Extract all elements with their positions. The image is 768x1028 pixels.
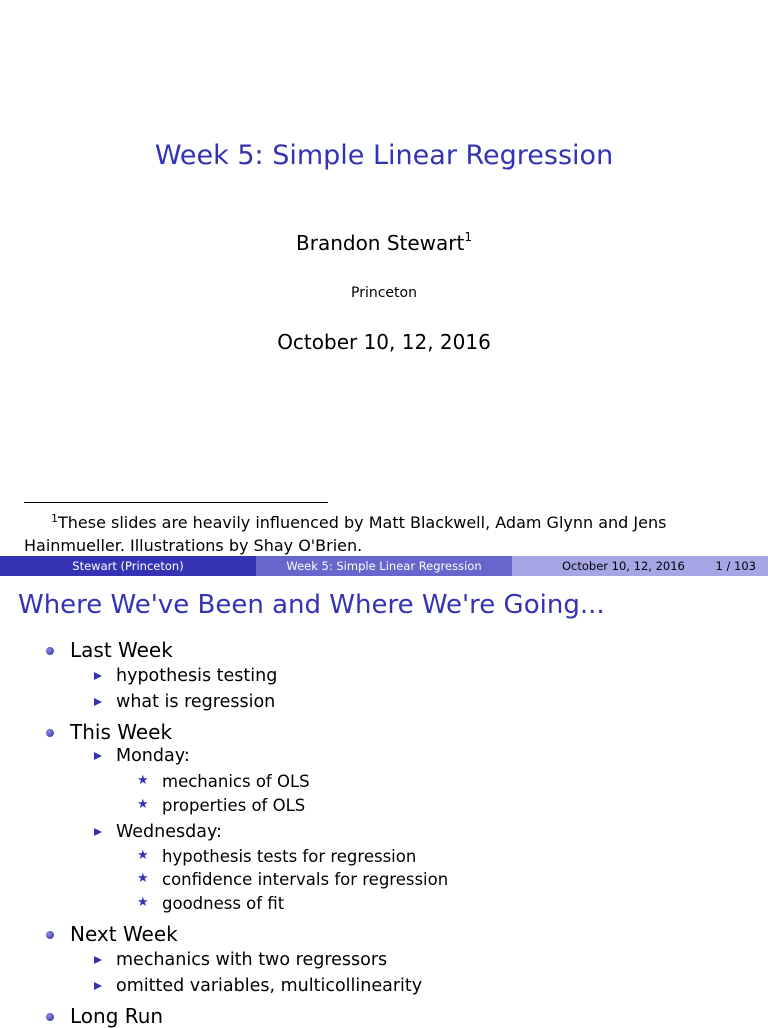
outline-item-level-1: Last Week	[70, 638, 173, 662]
outline-item-level-3: goodness of fit	[162, 894, 285, 913]
ball-bullet-icon	[46, 647, 54, 655]
outline-item-level-2: Monday:	[116, 746, 190, 766]
footnote	[24, 507, 744, 557]
footer-title: Week 5: Simple Linear Regression	[256, 556, 512, 576]
footnote-mark: 1	[51, 512, 58, 525]
outline-item-level-2: hypothesis testing	[116, 666, 278, 686]
outline-slide	[0, 576, 768, 1028]
triangle-bullet-icon	[94, 752, 102, 760]
outline-item-level-2: Wednesday:	[116, 822, 222, 842]
ball-bullet-icon	[46, 729, 54, 737]
institution: Princeton	[351, 285, 417, 301]
star-bullet-icon: ★	[137, 773, 149, 788]
footer-page-number: 1 / 103	[715, 559, 756, 573]
triangle-bullet-icon	[94, 982, 102, 990]
author-text: Brandon Stewart	[296, 231, 465, 255]
outline-item-level-3: mechanics of OLS	[162, 772, 310, 791]
footnote-rule	[24, 502, 328, 503]
star-bullet-icon: ★	[137, 895, 149, 910]
footer-date: October 10, 12, 2016	[562, 559, 685, 573]
outline-item-level-3: hypothesis tests for regression	[162, 847, 417, 866]
author-footnote-mark: 1	[464, 230, 472, 244]
star-bullet-icon: ★	[137, 848, 149, 863]
outline-item-level-2: omitted variables, multicollinearity	[116, 976, 423, 996]
outline-item-level-2: what is regression	[116, 692, 276, 712]
footnote-line-2: Hainmueller. Illustrations by Shay O'Brien.	[24, 536, 363, 555]
outline-item-level-1: Long Run	[70, 1004, 164, 1028]
triangle-bullet-icon	[94, 672, 102, 680]
triangle-bullet-icon	[94, 828, 102, 836]
ball-bullet-icon	[46, 931, 54, 939]
presentation-date: October 10, 12, 2016	[277, 330, 491, 354]
ball-bullet-icon	[46, 1013, 54, 1021]
outline-item-level-1: This Week	[70, 720, 173, 744]
triangle-bullet-icon	[94, 956, 102, 964]
triangle-bullet-icon	[94, 698, 102, 706]
footer-author: Stewart (Princeton)	[0, 556, 256, 576]
outline-item-level-3: confidence intervals for regression	[162, 870, 449, 889]
outline-item-level-3: properties of OLS	[162, 796, 306, 815]
slide-title: Week 5: Simple Linear Regression	[154, 140, 614, 171]
footnote-line-1: These slides are heavily influenced by Matt Blackwell, Adam Glynn and Jens	[58, 513, 667, 532]
author-name	[0, 230, 768, 255]
outline-item-level-1: Next Week	[70, 922, 178, 946]
slide-footer	[0, 556, 768, 576]
footer-date-page	[512, 556, 768, 576]
star-bullet-icon: ★	[137, 871, 149, 886]
outline-item-level-2: mechanics with two regressors	[116, 950, 388, 970]
star-bullet-icon: ★	[137, 797, 149, 812]
frame-title: Where We've Been and Where We're Going...	[18, 590, 605, 620]
